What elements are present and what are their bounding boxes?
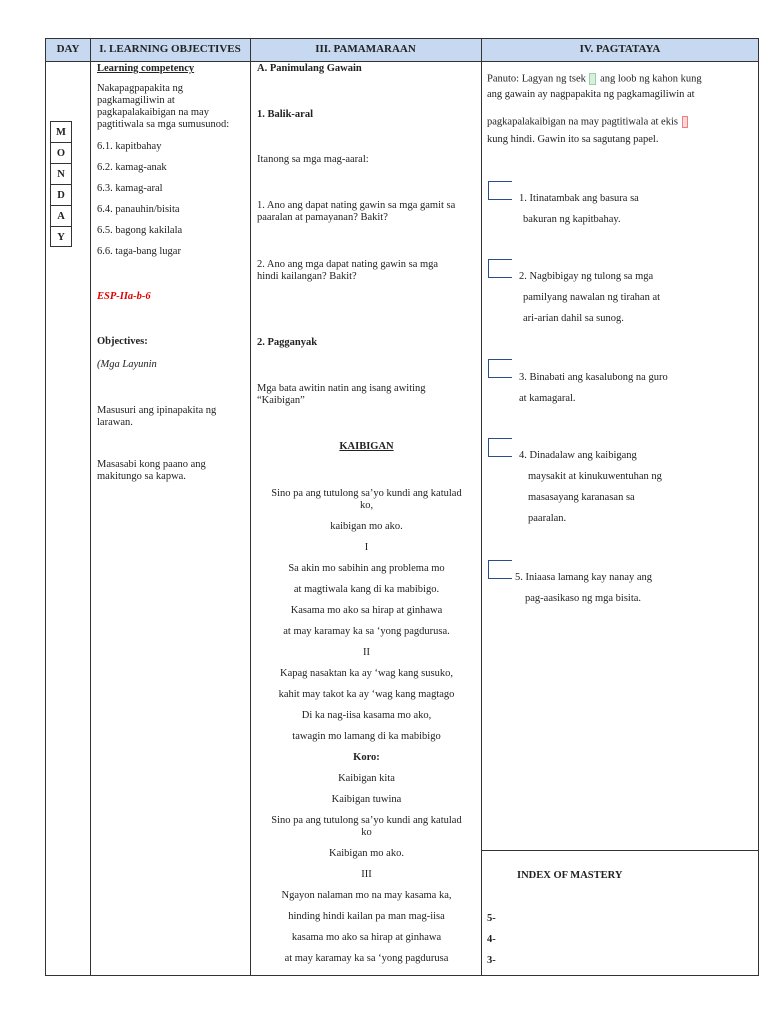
lesson-plan-table (45, 38, 759, 976)
item-line: ari-arian dahil sa sunog. (523, 313, 624, 324)
item-line: 3. Binabati ang kasalubong na guro (519, 372, 668, 383)
item-line: 5. Iniaasa lamang kay nanay ang (515, 572, 653, 583)
header-day: DAY (56, 43, 80, 55)
competency-code: ESP-IIa-b-6 (97, 291, 151, 302)
song-line: Kapag nasaktan ka ay ‘wag kang susuko, (280, 668, 453, 679)
song-line: Kaibigan kita (338, 773, 395, 784)
panuto-text: Panuto: Lagyan ng tsek (487, 73, 586, 85)
itanong-text: Itanong sa mga mag-aaral: (257, 154, 369, 165)
competency-item: 6.5. bagong kakilala (97, 225, 183, 236)
answer-blank[interactable] (488, 560, 512, 579)
pagganyak-heading: 2. Pagganyak (257, 337, 318, 348)
item-line: 4. Dinadalaw ang kaibigang (519, 450, 637, 461)
item-line: pamilyang nawalan ng tirahan at (523, 292, 661, 303)
balik-aral-heading: 1. Balik-aral (257, 109, 314, 120)
item-line: maysakit at kinukuwentuhan ng (528, 471, 662, 482)
competency-title: Learning competency (97, 63, 195, 74)
song-title: KAIBIGAN (339, 441, 394, 452)
row-divider (481, 850, 759, 851)
song-line: Di ka nag-iisa kasama mo ako, (301, 710, 432, 721)
index-row: 3- (487, 955, 496, 966)
x-mark-icon (682, 116, 688, 128)
competency-item: 6.1. kapitbahay (97, 141, 162, 152)
objectives-layunin: (Mga Layunin (97, 359, 157, 370)
objective-line: larawan. (97, 417, 133, 428)
day-letter: O (51, 143, 71, 164)
song-line: Sino pa ang tutulong sa’yo kundi ang katulad (271, 488, 462, 499)
song-verse-number: III (361, 869, 372, 880)
awitin-line: Mga bata awitin natin ang isang awiting (257, 383, 426, 394)
item-line: bakuran ng kapitbahay. (523, 214, 621, 225)
index-row: 5- (487, 913, 496, 924)
item-line: paaralan. (528, 513, 567, 524)
song-line: kaibigan mo ako. (330, 521, 403, 532)
song-line: at magtiwala kang di ka mabibigo. (293, 584, 440, 595)
song-line: kasama mo ako sa hirap at ginhawa (291, 932, 442, 943)
objectives-title: Objectives: (97, 336, 148, 347)
column-divider (90, 39, 91, 975)
competency-line: pagkapalakaibigan na may (97, 107, 209, 118)
answer-blank[interactable] (488, 438, 512, 457)
song-line: Sa akin mo sabihin ang problema mo (288, 563, 445, 574)
item-line: pag-aasikaso ng mga bisita. (525, 593, 642, 604)
header-pamamaraan: III. PAMAMARAAN (315, 43, 416, 55)
song-line: tawagin mo lamang di ka mabibigo (292, 731, 441, 742)
competency-item: 6.3. kamag-aral (97, 183, 163, 194)
item-line: 1. Itinatambak ang basura sa (519, 193, 639, 204)
competency-line: Nakapagpapakita ng (97, 83, 184, 94)
competency-item: 6.2. kamag-anak (97, 162, 167, 173)
panuto-text: pagkapalakaibigan na may pagtitiwala at ekis (487, 116, 678, 128)
day-letter: A (51, 206, 71, 227)
song-chorus-label: Koro: (353, 752, 380, 763)
competency-item: 6.6. taga-bang lugar (97, 246, 181, 257)
index-row: 4- (487, 934, 496, 945)
competency-line: pagtitiwala sa mga sumusunod: (97, 119, 230, 130)
song-line: ko (361, 827, 372, 838)
panuto-text: ang loob ng kahon kung (600, 73, 702, 85)
header-pagtataya: IV. PAGTATAYA (579, 43, 661, 55)
awitin-line: “Kaibigan” (257, 395, 305, 406)
header-objectives: I. LEARNING OBJECTIVES (99, 43, 241, 55)
question-line: 2. Ano ang mga dapat nating gawin sa mga (257, 259, 439, 270)
day-letter: Y (57, 232, 65, 243)
competency-line: pagkamagiliwin at (97, 95, 175, 106)
item-line: 2. Nagbibigay ng tulong sa mga (519, 271, 654, 282)
panuto-line (487, 73, 702, 85)
song-line: at may karamay ka sa ‘yong pagdurusa (284, 953, 449, 964)
item-line: masasayang karanasan sa (528, 492, 635, 503)
question-line: 1. Ano ang dapat nating gawin sa mga gamit sa (257, 200, 456, 211)
answer-blank[interactable] (488, 359, 512, 378)
song-line: Kasama mo ako sa hirap at ginhawa (290, 605, 443, 616)
section-a-title: A. Panimulang Gawain (257, 63, 362, 74)
index-of-mastery-title: INDEX OF MASTERY (517, 870, 623, 881)
question-line: paaralan at pamayanan? Bakit? (257, 212, 388, 223)
song-line: Kaibigan mo ako. (329, 848, 404, 859)
song-verse-number: II (363, 647, 370, 658)
day-letter: N (51, 164, 71, 185)
objective-line: makitungo sa kapwa. (97, 471, 186, 482)
objective-line: Masusuri ang ipinapakita ng (97, 405, 217, 416)
song-verse-number: I (364, 542, 369, 553)
competency-item: 6.4. panauhin/bisita (97, 204, 180, 215)
question-line: hindi kailangan? Bakit? (257, 271, 357, 282)
song-line: ko, (359, 500, 374, 511)
panuto-line (487, 116, 689, 128)
song-line: at may karamay ka sa ‘yong pagdurusa. (283, 626, 450, 637)
song-line: kahit may takot ka ay ‘wag kang magtago (278, 689, 455, 700)
song-line: hinding hindi kailan pa man mag-iisa (288, 911, 445, 922)
panuto-line: kung hindi. Gawin ito sa sagutang papel. (487, 134, 659, 145)
day-letter: M (51, 122, 71, 143)
answer-blank[interactable] (488, 259, 512, 278)
day-box (50, 121, 72, 247)
objective-line: Masasabi kong paano ang (97, 459, 206, 470)
item-line: at kamagaral. (519, 393, 576, 404)
song-line: Ngayon nalaman mo na may kasama ka, (281, 890, 452, 901)
answer-blank[interactable] (488, 181, 512, 200)
check-mark-icon (589, 73, 596, 85)
panuto-line: ang gawain ay nagpapakita ng pagkamagiliwin at (487, 89, 695, 100)
song-line: Kaibigan tuwina (331, 794, 402, 805)
song-line: Sino pa ang tutulong sa’yo kundi ang katulad (271, 815, 462, 826)
day-letter: D (51, 185, 71, 206)
